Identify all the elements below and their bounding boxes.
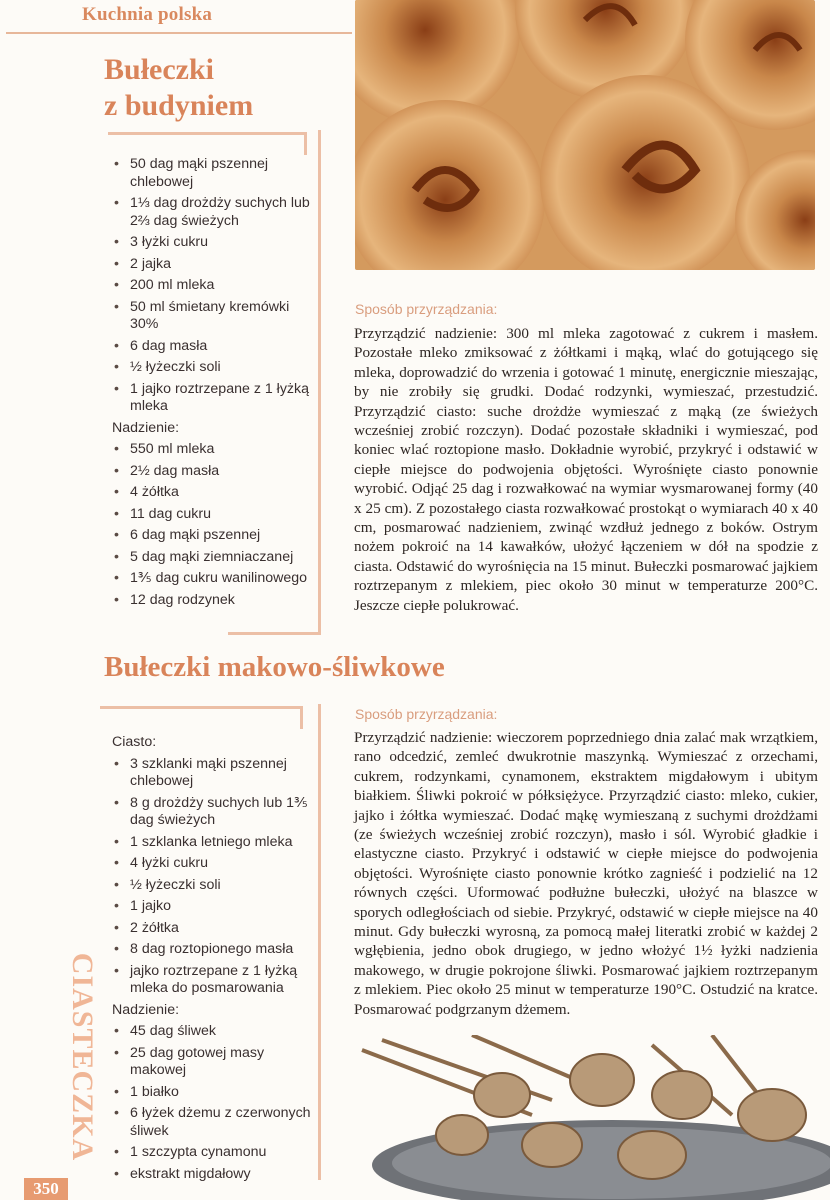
category-sidebar <box>24 952 100 1162</box>
recipe1-method-heading: Sposób przyrządzania: <box>355 301 498 317</box>
dough-label: Ciasto: <box>112 734 157 750</box>
poppy-seed-heads-photo <box>352 1035 830 1200</box>
list-item: • 3 szklanki mąki pszennej chlebowej <box>112 756 312 791</box>
recipe1-method: Przyrządzić nadzienie: 300 ml mleka zagotować z cukrem i masłem. Pozostałe mleko zmiksować z żółtkami i mąką, wlać do gotującego się mleka, doprowadzić do wrzenia i gotować 1 minutę, energicznie mieszając, by nie zrobiły się grudki. Dodać rodzynki, wymieszać, przestudzić. Przyrządzić ciasto: suche drożdże wymieszać z mąką (ze świeżych wcześniej zrobić rozczyn). Dodać pozostałe składniki i wymieszać, pod koniec wlać roztopione masło. Dokładnie wyrobić, przykryć i odstawić w ciepłe miejsce do podwojenia objętości. Wyrośnięte ciasto ponownie wyrobić. Odjąć 25 dag i rozwałkować na wymiar wysmarowanej formy (40 x 25 cm). Z pozostałego ciasta rozwałkować prostokąt o wymiarach 40 x 40 cm, posmarować nadzieniem, zwinąć wzdłuż jednego z boków. Ostrym nożem pokroić na 14 kawałków, ułożyć łączeniem w dół na spodzie z ciasta. Odstawić do wyrośnięcia na 15 minut. Bułeczki posmarować jajkiem roztrzepanym z mlekiem, piec około 30 minut w temperaturze 200°C. Jeszcze ciepłe polukrować. <box>354 325 818 614</box>
recipe2-ingredients <box>112 732 312 1187</box>
list-item: • 45 dag śliwek <box>112 1023 312 1041</box>
list-item: • 12 dag rodzynek <box>112 592 312 610</box>
recipe1-ingredients <box>112 156 312 613</box>
list-item: • 4 żółtka <box>112 484 312 502</box>
list-item: • 11 dag cukru <box>112 506 312 524</box>
list-item: • 1 szklanka letniego mleka <box>112 834 312 852</box>
cinnamon-buns-photo <box>355 0 815 270</box>
list-item: • 1⅗ dag cukru wanilinowego <box>112 570 312 588</box>
list-item: • 8 dag roztopionego masła <box>112 941 312 959</box>
list-item: • ekstrakt migdałowy <box>112 1166 312 1184</box>
list-item: • 6 łyżek dżemu z czerwonych śliwek <box>112 1105 312 1140</box>
page-number: 350 <box>24 1178 68 1200</box>
list-item: • 1⅓ dag drożdży suchych lub 2⅔ dag świeżych <box>112 195 312 230</box>
list-item: • 1 jajko <box>112 898 312 916</box>
list-item: • ½ łyżeczki soli <box>112 359 312 377</box>
list-item: • 50 ml śmietany kremówki 30% <box>112 299 312 334</box>
list-item: • 1 białko <box>112 1084 312 1102</box>
list-item: • 25 dag gotowej masy makowej <box>112 1045 312 1080</box>
section-header: Kuchnia polska <box>82 4 213 25</box>
recipe2-bracket-side <box>318 704 321 1180</box>
filling-label: Nadzienie: <box>112 1001 180 1018</box>
list-item: • 4 łyżki cukru <box>112 855 312 873</box>
recipe1-bracket-side <box>318 130 321 634</box>
recipe2-title: Bułeczki makowo-śliwkowe <box>104 651 445 683</box>
list-item: • 200 ml mleka <box>112 277 312 295</box>
list-item: • 50 dag mąki pszennej chlebowej <box>112 156 312 191</box>
recipe2-method-heading: Sposób przyrządzania: <box>355 706 498 722</box>
list-item: • 550 ml mleka <box>112 441 312 459</box>
list-item: • 2½ dag masła <box>112 463 312 481</box>
category-label: CIASTECZKA <box>66 952 100 1162</box>
list-item: • 2 żółtka <box>112 920 312 938</box>
list-item: • 1 szczypta cynamonu <box>112 1144 312 1162</box>
header-rule <box>6 32 352 34</box>
list-item: • 6 dag mąki pszennej <box>112 527 312 545</box>
recipe1-title: Bułeczki z budyniem <box>104 53 254 122</box>
list-item: • jajko roztrzepane z 1 łyżką mleka do posmarowania <box>112 963 312 998</box>
recipe1-bracket-bottom <box>228 632 321 635</box>
list-item: • 3 łyżki cukru <box>112 234 312 252</box>
list-item: • 8 g drożdży suchych lub 1⅗ dag świeżych <box>112 795 312 830</box>
list-item: • ½ łyżeczki soli <box>112 877 312 895</box>
filling-label: Nadzienie: <box>112 419 180 436</box>
recipe1-bracket-top <box>108 132 307 155</box>
list-item: • 6 dag masła <box>112 338 312 356</box>
list-item: • 1 jajko roztrzepane z 1 łyżką mleka <box>112 381 312 416</box>
list-item: • 2 jajka <box>112 256 312 274</box>
recipe2-method: Przyrządzić nadzienie: wieczorem poprzedniego dnia zalać mak wrzątkiem, rano odcedzić, zemleć dwukrotnie maszynką. Wymieszać z orzechami, cukrem, rodzynkami, cynamonem, ekstraktem migdałowym i ubitym białkiem. Śliwki pokroić w półksiężyce. Przyrządzić ciasto: mleko, cukier, jajko i żółtka wymieszać. Dodać mąkę wymieszaną z suchymi drożdżami (ze świeżych wcześniej zrobić rozczyn), masło i sól. Wyrobić gładkie i elastyczne ciasto. Przykryć i odstawić w ciepłe miejsce do podwojenia objętości. Wyrośnięte ciasto ponownie krótko zagnieść i podzielić na 12 równych części. Uformować podłużne bułeczki, ułożyć na blaszce w sporych odległościach od siebie. Przykryć, odstawić w ciepłe miejsce na 40 minut. Gdy bułeczki wyrosną, za pomocą małej literatki zrobić w każdej 2 wgłębienia, jedno obok drugiego, w jedno włożyć 1½ łyżki nadzienia makowego, w drugie pokrojone śliwki. Posmarować jajkiem roztrzepanym z mlekiem. Piec około 25 minut w temperaturze 190°C. Ostudzić na kratce. Posmarować podgrzanym dżemem. <box>354 729 818 1018</box>
list-item: • 5 dag mąki ziemniaczanej <box>112 549 312 567</box>
recipe2-bracket-top <box>100 706 303 729</box>
